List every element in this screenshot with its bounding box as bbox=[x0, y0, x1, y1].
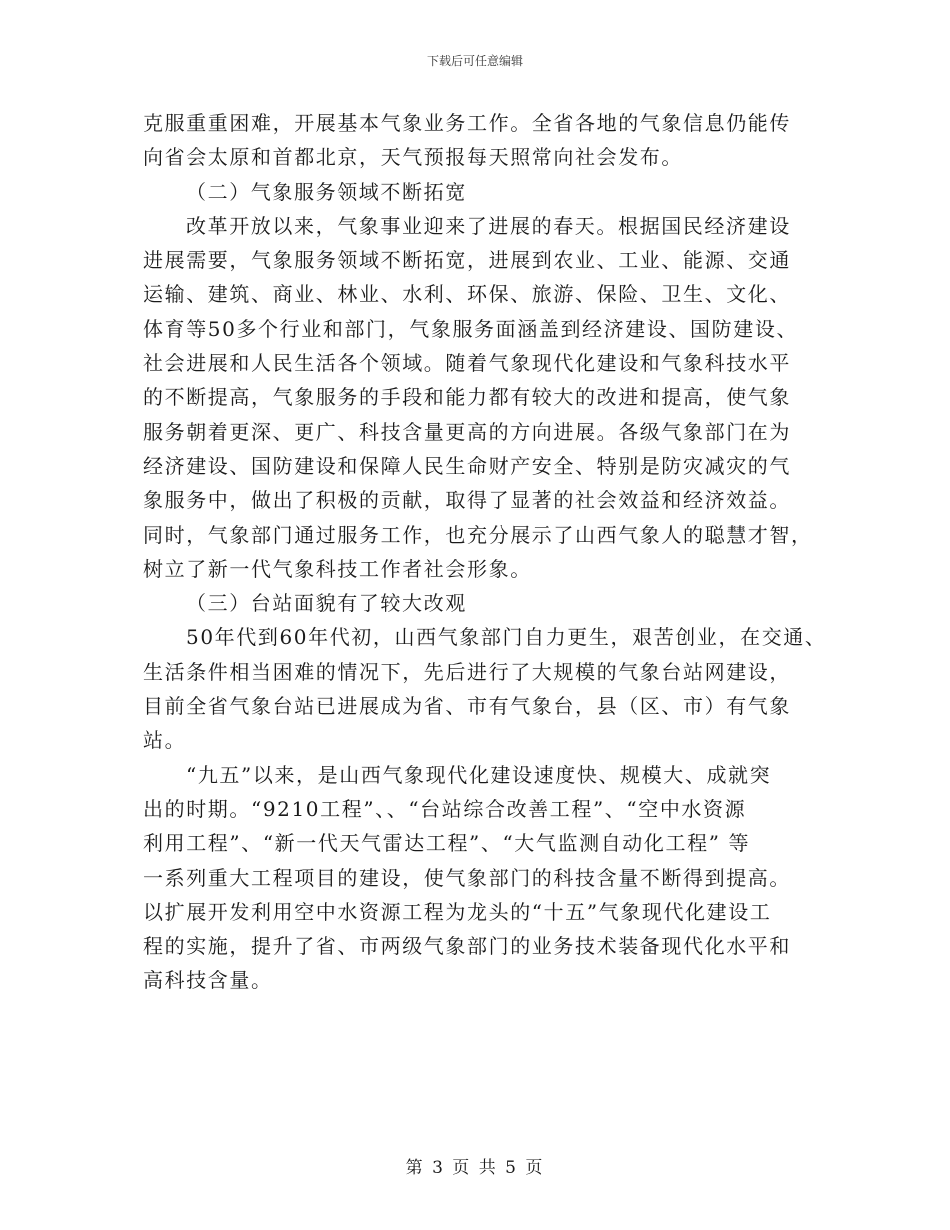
text-line: 同时，气象部门通过服务工作，也充分展示了山西气象人的聪慧才智， bbox=[143, 522, 813, 547]
text-line: 程的实施，提升了省、市两级气象部门的业务技术装备现代化水平和 bbox=[143, 934, 791, 959]
text-line: 生活条件相当困难的情况下，先后进行了大规模的气象台站网建设， bbox=[143, 659, 791, 684]
text-line: 改革开放以来，气象事业迎来了进展的春天。根据国民经济建设 bbox=[186, 213, 791, 238]
text-line: 高科技含量。 bbox=[143, 968, 273, 993]
page-header-note: 下载后可任意编辑 bbox=[426, 54, 523, 68]
text-line: （二）气象服务领域不断拓宽 bbox=[186, 179, 467, 204]
text-line: 进展需要，气象服务领域不断拓宽，进展到农业、工业、能源、交通 bbox=[143, 248, 791, 273]
text-line: 站。 bbox=[143, 728, 187, 753]
text-line: 一系列重大工程项目的建设，使气象部门的科技含量不断得到提高。 bbox=[143, 865, 791, 890]
text-line: 克服重重困难，开展基本气象业务工作。全省各地的气象信息仍能传 bbox=[143, 111, 791, 135]
text-line: 利用工程”、“新一代天气雷达工程”、“大气监测自动化工程” 等 bbox=[143, 831, 751, 856]
text-line: 象服务中，做出了积极的贡献，取得了显著的社会效益和经济效益。 bbox=[143, 488, 791, 513]
text-line: 树立了新一代气象科技工作者社会形象。 bbox=[143, 556, 532, 581]
text-line: 以扩展开发利用空中水资源工程为龙头的“十五”气象现代化建设工 bbox=[143, 899, 772, 924]
text-line: 的不断提高，气象服务的手段和能力都有较大的改进和提高，使气象 bbox=[143, 385, 791, 410]
text-line: 服务朝着更深、更广、科技含量更高的方向进展。各级气象部门在为 bbox=[143, 419, 791, 444]
text-line: “九五”以来，是山西气象现代化建设速度快、规模大、成就突 bbox=[186, 762, 772, 787]
text-line: 出的时期。“9210工程”、、“台站综合改善工程”、“空中水资源 bbox=[143, 796, 747, 821]
document-body bbox=[143, 106, 843, 998]
text-line: 运输、建筑、商业、林业、水利、环保、旅游、保险、卫生、文化、 bbox=[143, 282, 791, 307]
text-line: 目前全省气象台站已进展成为省、市有气象台，县（区、市）有气象 bbox=[143, 694, 791, 719]
text-line: 体育等50多个行业和部门，气象服务面涵盖到经济建设、国防建设、 bbox=[143, 316, 799, 341]
text-line: 社会进展和人民生活各个领域。随着气象现代化建设和气象科技水平 bbox=[143, 351, 791, 376]
text-line: 向省会太原和首都北京，天气预报每天照常向社会发布。 bbox=[143, 145, 683, 170]
text-line: （三）台站面貌有了较大改观 bbox=[186, 591, 467, 616]
page-number: 第 3 页 共 5 页 bbox=[405, 1158, 545, 1178]
text-line: 经济建设、国防建设和保障人民生命财产安全、特别是防灾减灾的气 bbox=[143, 453, 791, 478]
text-line: 50年代到60年代初，山西气象部门自力更生，艰苦创业，在交通、 bbox=[186, 625, 827, 650]
